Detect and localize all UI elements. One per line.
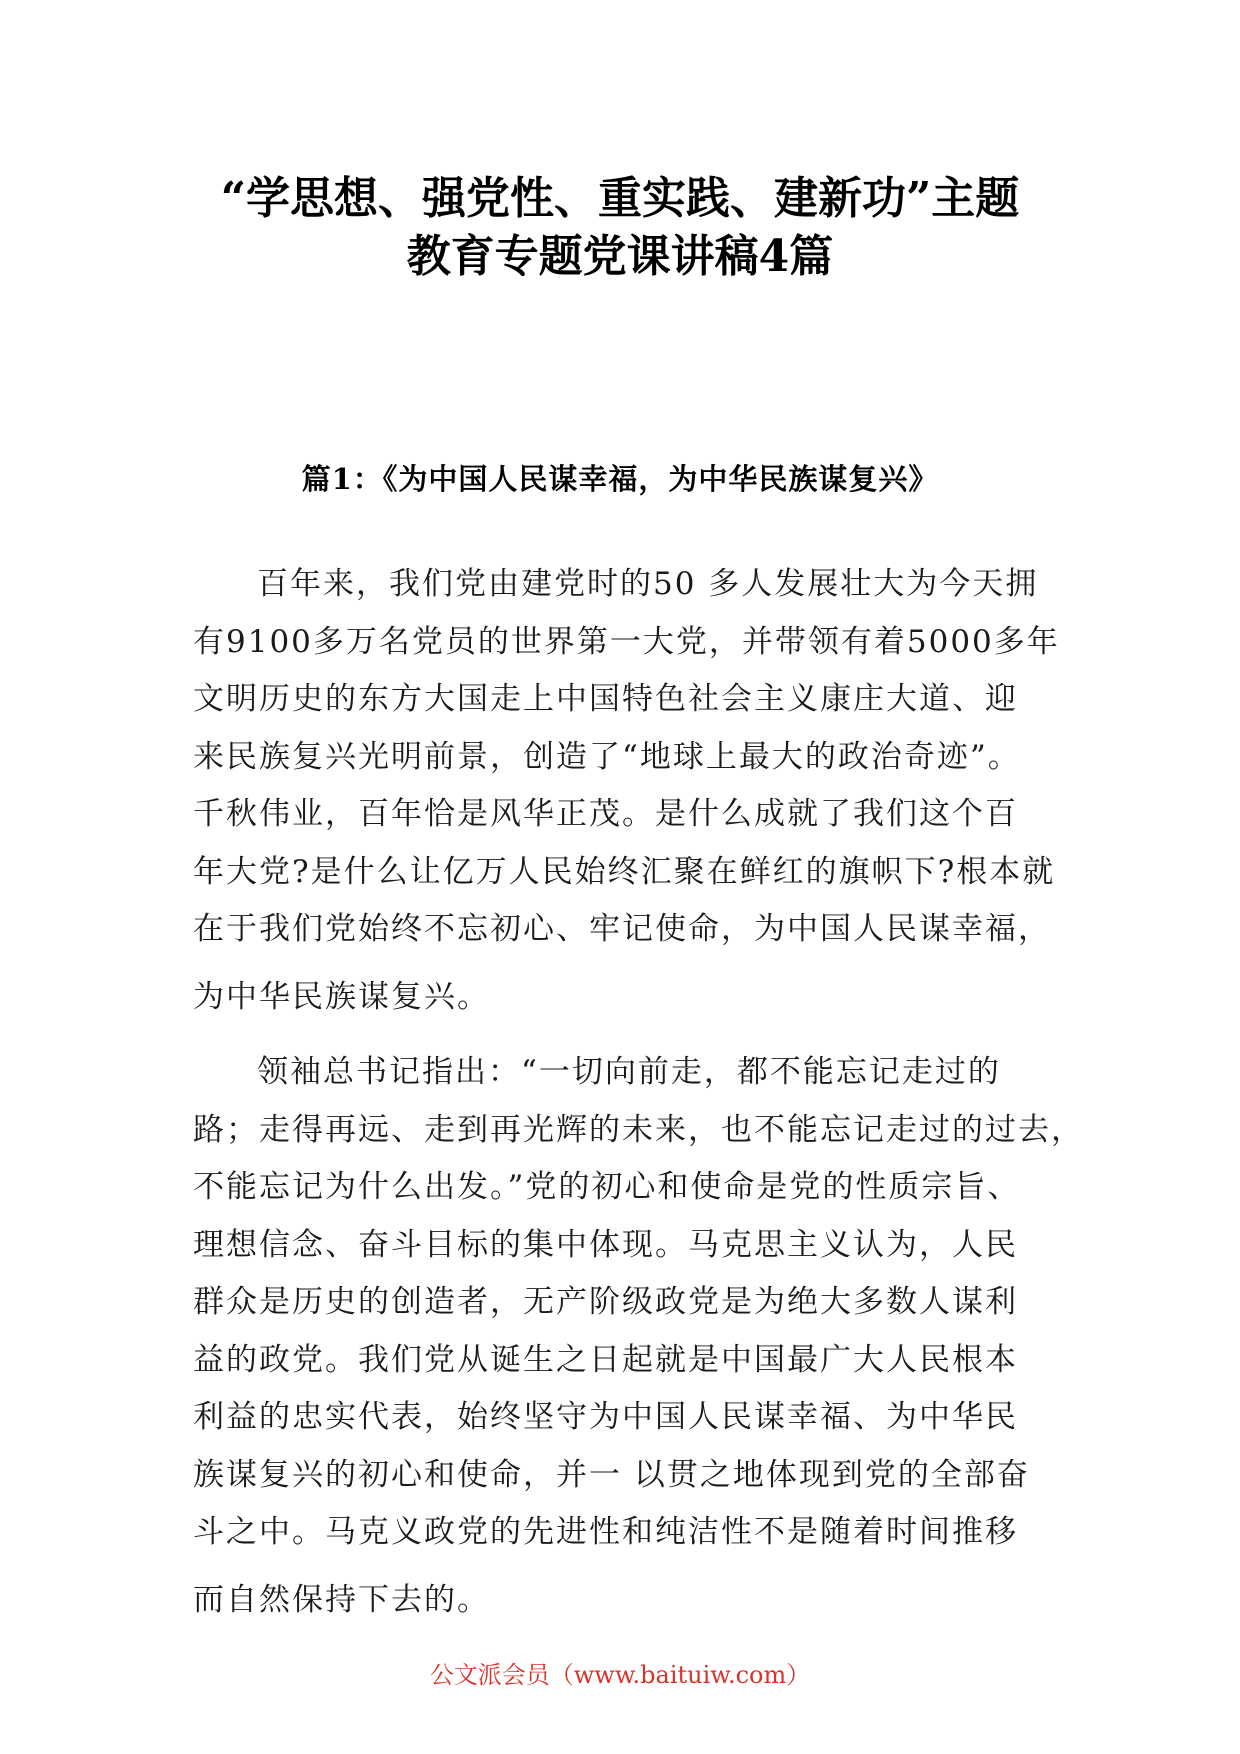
paragraph-line: 文明历史的东方大国走上中国特色社会主义康庄大道、迎: [193, 681, 1018, 717]
paragraph-line: 千秋伟业，百年恰是风华正茂。是什么成就了我们这个百: [193, 796, 1018, 832]
paragraph-line: 群众是历史的创造者，无产阶级政党是为绝大多数人谋利: [193, 1284, 1018, 1320]
footer-watermark: 公文派会员（www.baituiw.com）: [429, 1661, 811, 1689]
paragraph-line: 为中华民族谋复兴。: [193, 978, 490, 1015]
section-title: 篇1：《为中国人民谋幸福，为中华民族谋复兴》: [301, 462, 939, 496]
paragraph-line: 路；走得再远、走到再光辉的未来，也不能忘记走过的过去，: [193, 1111, 1084, 1148]
paragraph-line: 在于我们党始终不忘初心、牢记使命，为中国人民谋幸福，: [193, 911, 1051, 947]
paragraph-line: 年大党?是什么让亿万人民始终汇聚在鲜红的旗帜下?根本就: [193, 853, 1056, 890]
paragraph-line: 而自然保持下去的。: [193, 1581, 490, 1618]
paragraph-line: 领袖总书记指出：“一切向前走，都不能忘记走过的: [257, 1054, 1001, 1090]
paragraph-line: 百年来，我们党由建党时的50 多人发展壮大为今天拥: [257, 566, 1039, 602]
document-title: [0, 170, 1240, 286]
paragraph-line: 斗之中。马克义政党的先进性和纯洁性不是随着时间推移: [193, 1514, 1018, 1550]
paragraph-line: 不能忘记为什么出发。”党的初心和使命是党的性质宗旨、: [193, 1169, 1021, 1205]
paragraph-2: [193, 1044, 1084, 1629]
paragraph-line: 来民族复兴光明前景，创造了“地球上最大的政治奇迹”。: [193, 738, 1021, 775]
title-line-1: “学思想、强党性、重实践、建新功”主题: [220, 173, 1020, 224]
title-line-2: 教育专题党课讲稿4篇: [406, 231, 834, 282]
paragraph-line: 益的政党。我们党从诞生之日起就是中国最广大人民根本: [193, 1341, 1018, 1378]
paragraph-line: 族谋复兴的初心和使命，并一 以贯之地体现到党的全部奋: [193, 1456, 1030, 1493]
paragraph-line: 理想信念、奋斗目标的集中体现。马克思主义认为，人民: [193, 1226, 1018, 1263]
paragraph-line: 利益的忠实代表，始终坚守为中国人民谋幸福、为中华民: [193, 1399, 1018, 1435]
paragraph-1: [193, 556, 1073, 1026]
paragraph-line: 有9100多万名党员的世界第一大党，并带领有着5000多年: [193, 623, 1060, 660]
